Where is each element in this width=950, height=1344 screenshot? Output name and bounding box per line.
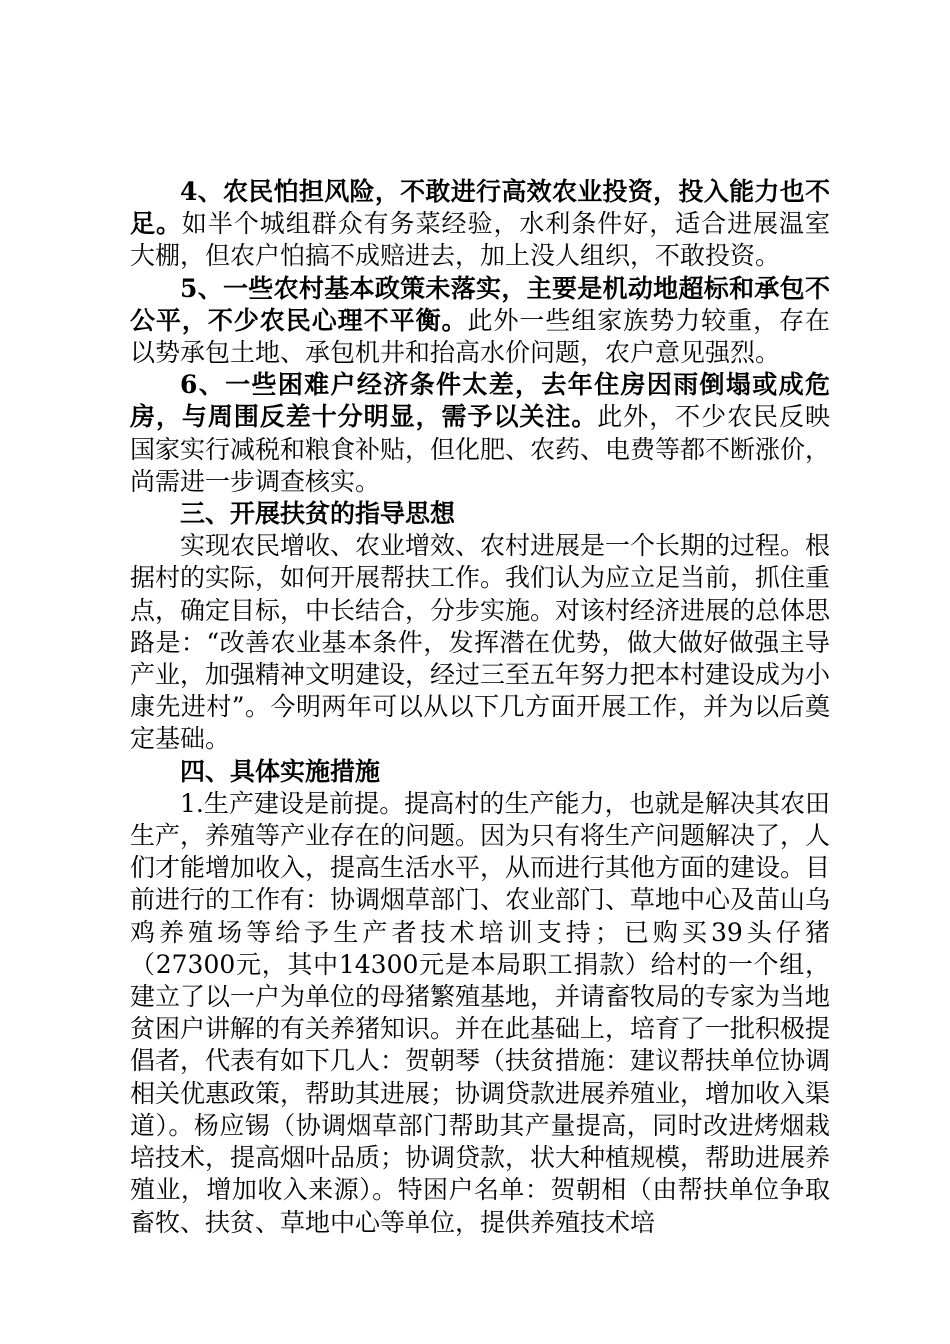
paragraph-guiding-thought: 实现农民增收、农业增效、农村进展是一个长期的过程。根据村的实际，如何开展帮扶工作。我们认为应立足当前，抓住重点，确定目标，中长结合，分步实施。对该村经济进展的总体思路是：“改善农业基本条件，发挥潜在优势，做大做好做强主导产业，加强精神文明建设，经过三至五年努力把本村建设成为小康先进村”。今明两年可以从以下几方面开展工作，并为以后奠定基础。 (130, 531, 831, 754)
paragraph-lead-bold: 5、一些农村基本政策未落实，主要是机动地超标和承包不公平，不少农民心理不平衡。 (130, 273, 830, 335)
paragraph-item-6 (130, 369, 830, 498)
section-heading-guiding-thought: 三、开展扶贫的指导思想 (180, 499, 456, 529)
paragraph-item-5 (130, 273, 830, 370)
paragraph-body: 如半个城组群众有务菜经验，水利条件好，适合进展温室大棚，但农户怕搞不成赔进去，加上没人组织，不敢投资。 (130, 209, 830, 271)
paragraph-measures: 1.生产建设是前提。提高村的生产能力，也就是解决其农田生产，养殖等产业存在的问题。因为只有将生产问题解决了，人们才能增加收入，提高生活水平，从而进行其他方面的建设。目前进行的工作有：协调烟草部门、农业部门、草地中心及苗山乌鸡养殖场等给予生产者技术培训支持；已购买39头仔猪（27300元，其中14300元是本局职工捐款）给村的一个组，建立了以一户为单位的母猪繁殖基地，并请畜牧局的专家为当地贫困户讲解的有关养猪知识。并在此基础上，培育了一批积极提倡者，代表有如下几人：贺朝琴（扶贫措施：建议帮扶单位协调相关优惠政策，帮助其进展；协调贷款进展养殖业，增加收入渠道）。杨应锡（协调烟草部门帮助其产量提高，同时改进烤烟栽培技术，提高烟叶品质；协调贷款，状大种植规模，帮助进展养殖业，增加收入来源）。特困户名单：贺朝相（由帮扶单位争取畜牧、扶贫、草地中心等单位，提供养殖技术培 (130, 788, 831, 1237)
document-page (130, 176, 830, 1239)
paragraph-lead-bold: 6、一些困难户经济条件太差，去年住房因雨倒塌或成危房，与周围反差十分明显，需予以关注。 (130, 370, 830, 432)
paragraph-body: 此外，不少农民反映国家实行减税和粮食补贴，但化肥、农药、电费等都不断涨价，尚需进一步调查核实。 (130, 402, 831, 496)
paragraph-lead-bold: 4、农民怕担风险，不敢进行高效农业投资，投入能力也不足。 (130, 177, 830, 239)
paragraph-body: 此外一些组家族势力较重，存在以势承包土地、承包机井和抬高水价问题，农户意见强烈。 (130, 305, 830, 368)
paragraph-item-4 (130, 176, 830, 273)
section-heading-measures: 四、具体实施措施 (180, 756, 381, 786)
